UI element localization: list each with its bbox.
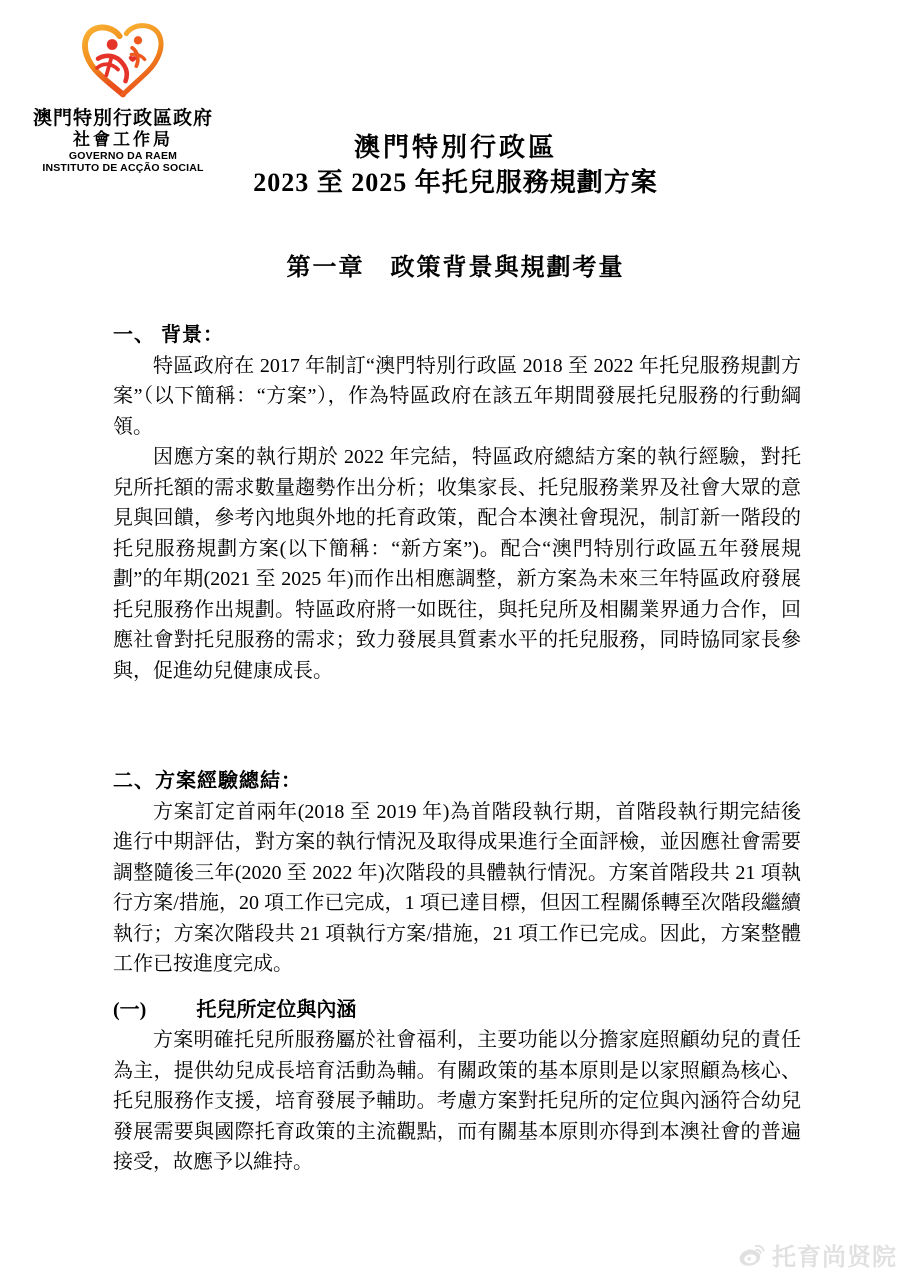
- subsection-1-heading: [113, 995, 801, 1026]
- weibo-icon: [737, 1241, 767, 1268]
- subsection-1-number: (一): [113, 998, 147, 1021]
- document-title-line2: 2023 至 2025 年托兒服務規劃方案: [253, 168, 658, 197]
- section-2-paragraph-1: 方案訂定首兩年(2018 至 2019 年)為首階段執行期，首階段執行期完結後進行中期評估，對方案的執行情況及取得成果進行全面評檢，並因應社會需要調整隨後三年(2020 至 2022 年)次階段的具體執行情況。方案首階段共 21 項執行方案/措施，20 項工作已完成，1 項已達目標，但因工程關係轉至次階段繼續執行；方案次階段共 21 項執行方案/措施，21 項工作已完成。因此，方案整體工作已按進度完成。: [113, 800, 801, 975]
- document-title-line1: 澳門特別行政區: [353, 133, 557, 162]
- watermark-text: 托育尚贤院: [772, 1245, 897, 1271]
- org-name-pt-line1: GOVERNO DA RAEM: [68, 150, 178, 162]
- chapter-heading: 第一章 政策背景與規劃考量: [286, 255, 625, 281]
- org-name-zh-line2: 社會工作局: [73, 130, 173, 149]
- ias-heart-logo: [81, 22, 165, 102]
- org-name-pt-line2: INSTITUTO DE ACÇÃO SOCIAL: [42, 162, 204, 174]
- section-1-paragraph-1: 特區政府在 2017 年制訂“澳門特別行政區 2018 至 2022 年托兒服務規劃方案”（以下簡稱：“方案”），作為特區政府在該五年期間發展托兒服務的行動綱領。: [113, 354, 801, 438]
- subsection-1-title: 托兒所定位與內涵: [196, 998, 357, 1021]
- section-2-heading: 二、方案經驗總結：: [113, 770, 302, 792]
- section-1-heading: 一、 背景：: [113, 324, 224, 346]
- section-1-paragraph-2: 因應方案的執行期於 2022 年完結，特區政府總結方案的執行經驗，對托兒所托額的需求數量趨勢作出分析；收集家長、托兒服務業界及社會大眾的意見與回饋，參考內地與外地的托育政策，配合本澳社會現況，制訂新一階段的托兒服務規劃方案(以下簡稱：“新方案”)。配合“澳門特別行政區五年發展規劃”的年期(2021 至 2025 年)而作出相應調整，新方案為未來三年特區政府發展托兒服務作出規劃。特區政府將一如既往，與托兒所及相關業界通力合作，回應社會對托兒服務的需求；致力發展具質素水平的托兒服務，同時協同家長參與，促進幼兒健康成長。: [113, 446, 801, 682]
- subsection-1-paragraph-1: 方案明確托兒所服務屬於社會福利，主要功能以分擔家庭照顧幼兒的責任為主，提供幼兒成長培育活動為輔。有關政策的基本原則是以家照顧為核心、托兒服務作支援，培育發展予輔助。考慮方案對托兒所的定位與內涵符合幼兒發展需要與國際托育政策的主流觀點，而有關基本原則亦得到本澳社會的普遍接受，故應予以維持。: [113, 1029, 801, 1173]
- watermark: [737, 1237, 897, 1272]
- document-title: [0, 133, 911, 198]
- org-name-zh-line1: 澳門特別行政區政府: [32, 108, 213, 129]
- document-body: [113, 320, 801, 1178]
